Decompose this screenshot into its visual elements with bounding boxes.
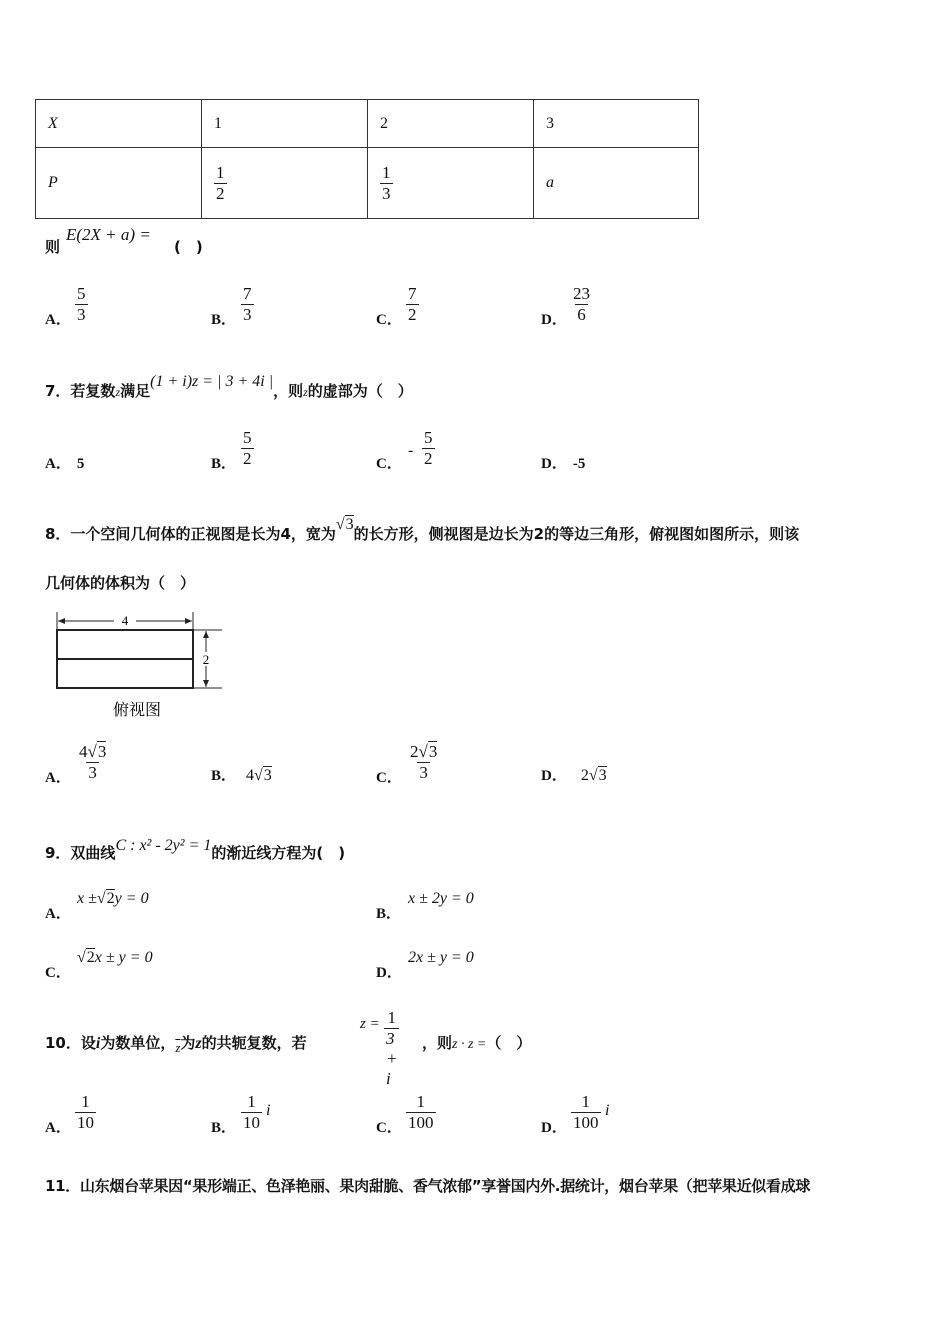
option-b[interactable]: B． 4√3: [211, 767, 272, 784]
table-cell: a: [534, 148, 699, 219]
option-a[interactable]: A． 5: [45, 456, 85, 472]
q8-options: A． $\frac{4√3}{3}$ B． 4√3 C． $\frac{2√3}{3}$ D． 2√3: [45, 742, 607, 786]
height-label: 2: [202, 652, 210, 667]
fraction: $\frac{5}{2}$: [243, 428, 252, 468]
q6-prefix: 则: [45, 238, 61, 256]
fraction: $\frac{1}{100}$: [573, 1092, 599, 1132]
option-d[interactable]: D． -5: [541, 456, 586, 472]
q10-stem-tail: ，则z · z =（ ）: [422, 1034, 532, 1052]
fraction: $\frac{1}{10}$: [243, 1092, 260, 1132]
figure-caption: 俯视图: [112, 700, 162, 719]
table-row-x: [36, 100, 699, 148]
q7-stem: 7．若复数z满足(1 + i)z = | 3 + 4i |，则z的虚部为（ ）: [45, 373, 413, 400]
fraction: $\frac{1}{100}$: [408, 1092, 434, 1132]
q7-options: A． 5 B． $\frac{5}{2}$ C． - $\frac{5}{2}$ D． -5: [45, 428, 586, 472]
q11-stem: 11．山东烟台苹果因“果形端正、色泽艳丽、果肉甜脆、香气浓郁”享誉国内外.据统计，烟台苹果（把苹果近似看成球: [45, 1177, 811, 1195]
table-cell: 3: [534, 100, 699, 148]
distribution-table: [35, 99, 699, 219]
q6-expression: E(2X + a) =: [66, 225, 155, 245]
table-cell: X: [36, 100, 202, 148]
fraction: $\frac{1}{3 + i}$: [386, 1008, 398, 1088]
fraction: $\frac{7}{3}$: [243, 284, 252, 324]
q6-paren: ( ): [174, 238, 203, 256]
table-cell: 1: [202, 100, 368, 148]
top-view-figure: [50, 610, 230, 725]
fraction: $\frac{4√3}{3}$: [79, 742, 107, 782]
q6-options: A． $\frac{5}{3}$ B． $\frac{7}{3}$ C． $\frac{7}{2}$ D． $\frac{23}{6}$: [45, 284, 590, 328]
table-cell: P: [36, 148, 202, 219]
q8-stem-line2: 几何体的体积为（ ）: [45, 574, 196, 592]
table-cell: [202, 148, 368, 219]
fraction: $\frac{1}{2}$: [216, 162, 225, 203]
q8-stem-line1: 8．一个空间几何体的正视图是长为4，宽为√3的长方形，侧视图是边长为2的等边三角形，俯视图如图所示，则该: [45, 516, 800, 543]
fraction: $\frac{1}{10}$: [77, 1092, 94, 1132]
arrow-down: [203, 680, 209, 687]
q9-stem: 9．双曲线C : x² - 2y² = 1的渐近线方程为( ): [45, 837, 346, 862]
fraction: $\frac{5}{3}$: [77, 284, 86, 324]
q9-options: A． x ±√2y = 0 B． x ± 2y = 0 C． √2x ± y = 0 D． 2x ± y = 0: [45, 890, 474, 981]
width-label: 4: [121, 613, 129, 628]
q10-options: A． $\frac{1}{10}$ B． $\frac{1}{10}$ i C． $\frac{1}{100}$ D． $\frac{1}{100}$ i: [45, 1092, 610, 1136]
table-row-p: [36, 148, 699, 219]
option-d[interactable]: D． 2√3: [541, 767, 607, 784]
fraction: $\frac{5}{2}$: [424, 428, 433, 468]
arrow-left: [58, 618, 65, 624]
fraction: $\frac{23}{6}$: [573, 284, 590, 324]
arrow-up: [203, 631, 209, 638]
q10-stem: 10．设i为数单位，$\overline{z}$为z的共轭复数，若: [45, 1034, 307, 1055]
arrow-right: [185, 618, 192, 624]
fraction: $\frac{7}{2}$: [408, 284, 417, 324]
fraction: $\frac{1}{3}$: [382, 162, 391, 203]
fraction: $\frac{2√3}{3}$: [410, 742, 438, 782]
table-cell: [368, 148, 534, 219]
table-cell: 2: [368, 100, 534, 148]
